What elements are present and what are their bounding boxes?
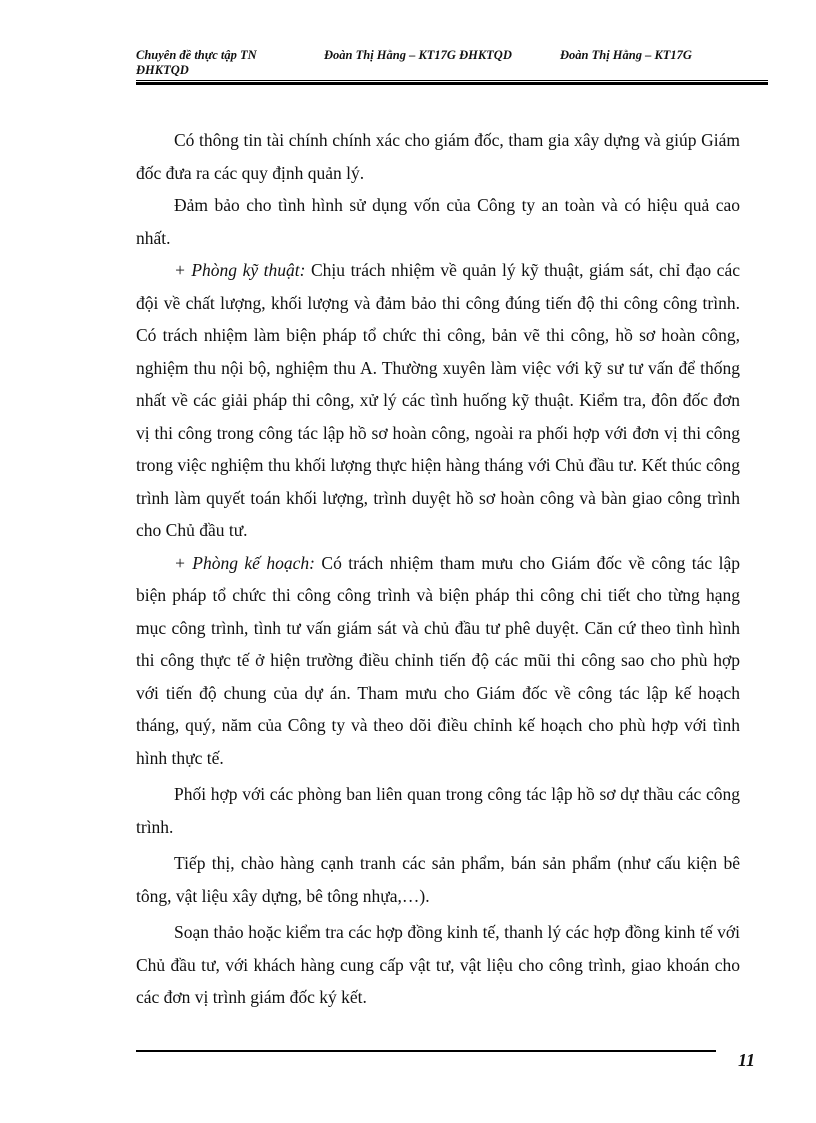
paragraph-capital-safety: Đảm bảo cho tình hình sử dụng vốn của Công ty an toàn và có hiệu quả cao nhất. (136, 195, 740, 248)
planning-dept-label: + Phòng kế hoạch: (174, 552, 315, 573)
paragraph-marketing: Tiếp thị, chào hàng cạnh tranh các sản phẩm, bán sản phẩm (như cấu kiện bê tông, vật liệu xây dựng, bê tông nhựa,…). (136, 853, 740, 906)
footer-rule (136, 1050, 716, 1052)
document-body (136, 124, 740, 1014)
paragraph-contracts: Soạn thảo hoặc kiểm tra các hợp đồng kinh tế, thanh lý các hợp đồng kinh tế với Chủ đầu tư, với khách hàng cung cấp vật tư, vật liệu cho công trình, giao khoán cho các đơn vị trình giám đốc ký kết. (136, 922, 740, 1007)
header-university: ĐHKTQD (136, 63, 189, 77)
header-author-right: Đoàn Thị Hằng – KT17G (560, 48, 692, 62)
paragraph-technical-dept (136, 254, 740, 547)
header-author-center: Đoàn Thị Hằng – KT17G ĐHKTQD (324, 48, 512, 62)
page-number: 11 (738, 1050, 756, 1070)
header-rule-thick (136, 82, 768, 85)
header-rule-thin (136, 80, 768, 81)
technical-dept-text: Chịu trách nhiệm về quản lý kỹ thuật, giám sát, chỉ đạo các đội về chất lượng, khối lượng và đảm bảo thi công đúng tiến độ thi công công trình. Có trách nhiệm làm biện pháp tổ chức thi công, bản vẽ thi công, hồ sơ hoàn công, nghiệm thu nội bộ, nghiệm thu A. Thường xuyên làm việc với kỹ sư tư vấn để thống nhất về các giải pháp thi công, xử lý các tình huống kỹ thuật. Kiểm tra, đôn đốc đơn vị thi công trong công tác lập hồ sơ hoàn công, ngoài ra phối hợp với đơn vị thi công trong việc nghiệm thu khối lượng thực hiện hàng tháng với Chủ đầu tư. Kết thúc công trình làm quyết toán khối lượng, trình duyệt hồ sơ hoàn công và bàn giao công trình cho Chủ đầu tư. (136, 260, 740, 540)
page-header (136, 48, 768, 78)
paragraph-bid-coordination: Phối hợp với các phòng ban liên quan trong công tác lập hồ sơ dự thầu các công trình. (136, 784, 740, 837)
header-report-title: Chuyên đề thực tập TN (136, 48, 257, 62)
planning-dept-text: Có trách nhiệm tham mưu cho Giám đốc về công tác lập biện pháp tổ chức thi công công trình và biện pháp thi công chi tiết cho từng hạng mục công trình, tình tư vấn giám sát và chủ đầu tư phê duyệt. Căn cứ theo tình hình thi công thực tế ở hiện trường điều chỉnh tiến độ các mũi thi công sao cho phù hợp với tiến độ chung của dự án. Tham mưu cho Giám đốc về công tác lập kế hoạch tháng, quý, năm của Công ty và theo dõi điều chỉnh kế hoạch cho phù hợp với tình hình thực tế. (136, 552, 740, 768)
paragraph-planning-dept (136, 547, 740, 775)
technical-dept-label: + Phòng kỹ thuật: (174, 260, 306, 280)
paragraph-financial-info: Có thông tin tài chính chính xác cho giám đốc, tham gia xây dựng và giúp Giám đốc đưa ra các quy định quản lý. (136, 130, 740, 183)
